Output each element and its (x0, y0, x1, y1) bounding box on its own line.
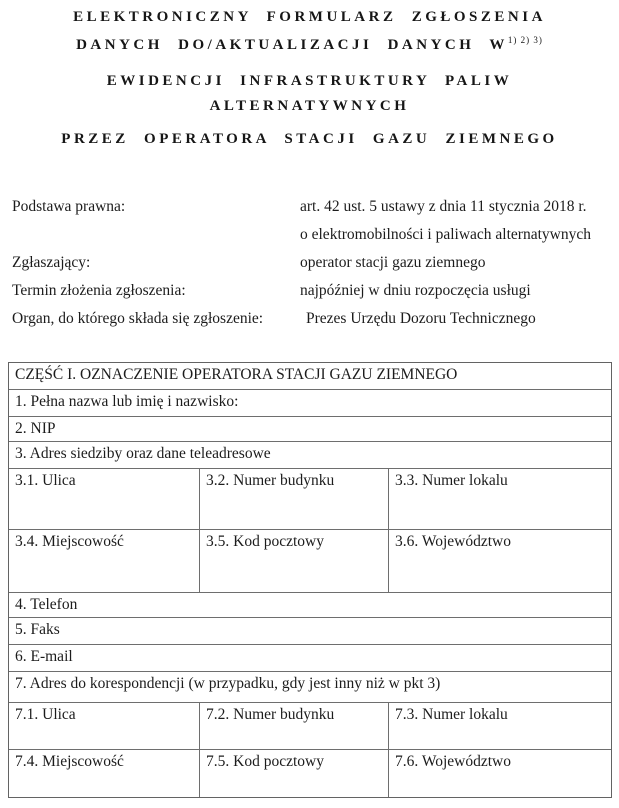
title-line-2: DANYCH DO/AKTUALIZACJI DANYCH W (76, 37, 508, 53)
address-row-3-4-to-3-6 (9, 530, 611, 593)
field-3-5-postal-code: 3.5. Kod pocztowy (199, 530, 389, 592)
field-3-3-unit-number: 3.3. Numer lokalu (395, 472, 508, 489)
field-7-correspondence-address-header: 7. Adres do korespondencji (w przypadku, gdy jest inny niż w pkt 3) (9, 672, 611, 703)
info-row-authority (12, 305, 612, 333)
notifier-value: operator stacji gazu ziemnego (300, 254, 486, 271)
document-title-block (0, 3, 619, 152)
field-7-3-unit-number: 7.3. Numer lokalu (395, 706, 508, 723)
field-7-6-voivodeship: 7.6. Województwo (395, 753, 511, 770)
legal-basis-label: Podstawa prawna: (12, 198, 126, 215)
authority-value (300, 305, 612, 333)
field-3-address-header: 3. Adres siedziby oraz dane teleadresowe (9, 442, 611, 469)
title-paragraph-3 (0, 127, 619, 152)
footnote-marks: 1) 2) 3) (507, 35, 543, 45)
deadline-value: najpóźniej w dniu rozpoczęcia usługi (300, 282, 531, 299)
info-row-legal-basis (12, 193, 612, 249)
field-4-phone: 4. Telefon (9, 593, 611, 618)
title-line-1: ELEKTRONICZNY FORMULARZ ZGŁOSZENIA (73, 9, 546, 25)
title-line-4: ALTERNATYWNYCH (209, 98, 410, 114)
legal-basis-value-line-1: art. 42 ust. 5 ustawy z dnia 11 stycznia 2018 r. (300, 198, 587, 215)
info-row-deadline (12, 277, 612, 305)
field-7-5-postal-code: 7.5. Kod pocztowy (199, 750, 389, 797)
legal-basis-value-line-2: o elektromobilności i paliwach alternatywnych (300, 226, 591, 243)
address-row-7-4-to-7-6 (9, 750, 611, 797)
field-7-4-city: 7.4. Miejscowość (15, 753, 124, 770)
notifier-label: Zgłaszający: (12, 254, 91, 271)
authority-label: Organ, do którego składa się zgłoszenie: (12, 310, 264, 327)
field-6-email: 6. E-mail (9, 645, 611, 672)
address-row-7-1-to-7-3 (9, 703, 611, 750)
field-3-6-voivodeship: 3.6. Województwo (395, 533, 511, 550)
title-line-5: PRZEZ OPERATORA STACJI GAZU ZIEMNEGO (61, 131, 558, 147)
authority-value-text: Prezes Urzędu Dozoru Technicznego (306, 310, 536, 327)
info-row-notifier (12, 249, 612, 277)
form-table-part-1 (8, 362, 612, 798)
field-7-1-street: 7.1. Ulica (15, 706, 76, 723)
address-row-3-1-to-3-3 (9, 469, 611, 530)
title-line-3: EWIDENCJI INFRASTRUKTURY PALIW (106, 73, 513, 89)
legal-basis-value (300, 193, 612, 249)
legal-info-block (12, 193, 612, 333)
title-paragraph-1 (0, 3, 619, 59)
field-3-1-street: 3.1. Ulica (15, 472, 76, 489)
field-3-4-city: 3.4. Miejscowość (15, 533, 124, 550)
field-5-fax: 5. Faks (9, 618, 611, 645)
field-3-2-building-number: 3.2. Numer budynku (199, 469, 389, 529)
title-paragraph-2 (0, 69, 619, 119)
part-i-header: CZĘŚĆ I. OZNACZENIE OPERATORA STACJI GAZU ZIEMNEGO (9, 363, 611, 390)
field-2-nip: 2. NIP (9, 417, 611, 442)
deadline-label: Termin złożenia zgłoszenia: (12, 282, 186, 299)
field-7-2-building-number: 7.2. Numer budynku (199, 703, 389, 749)
field-1-full-name: 1. Pełna nazwa lub imię i nazwisko: (9, 390, 611, 417)
